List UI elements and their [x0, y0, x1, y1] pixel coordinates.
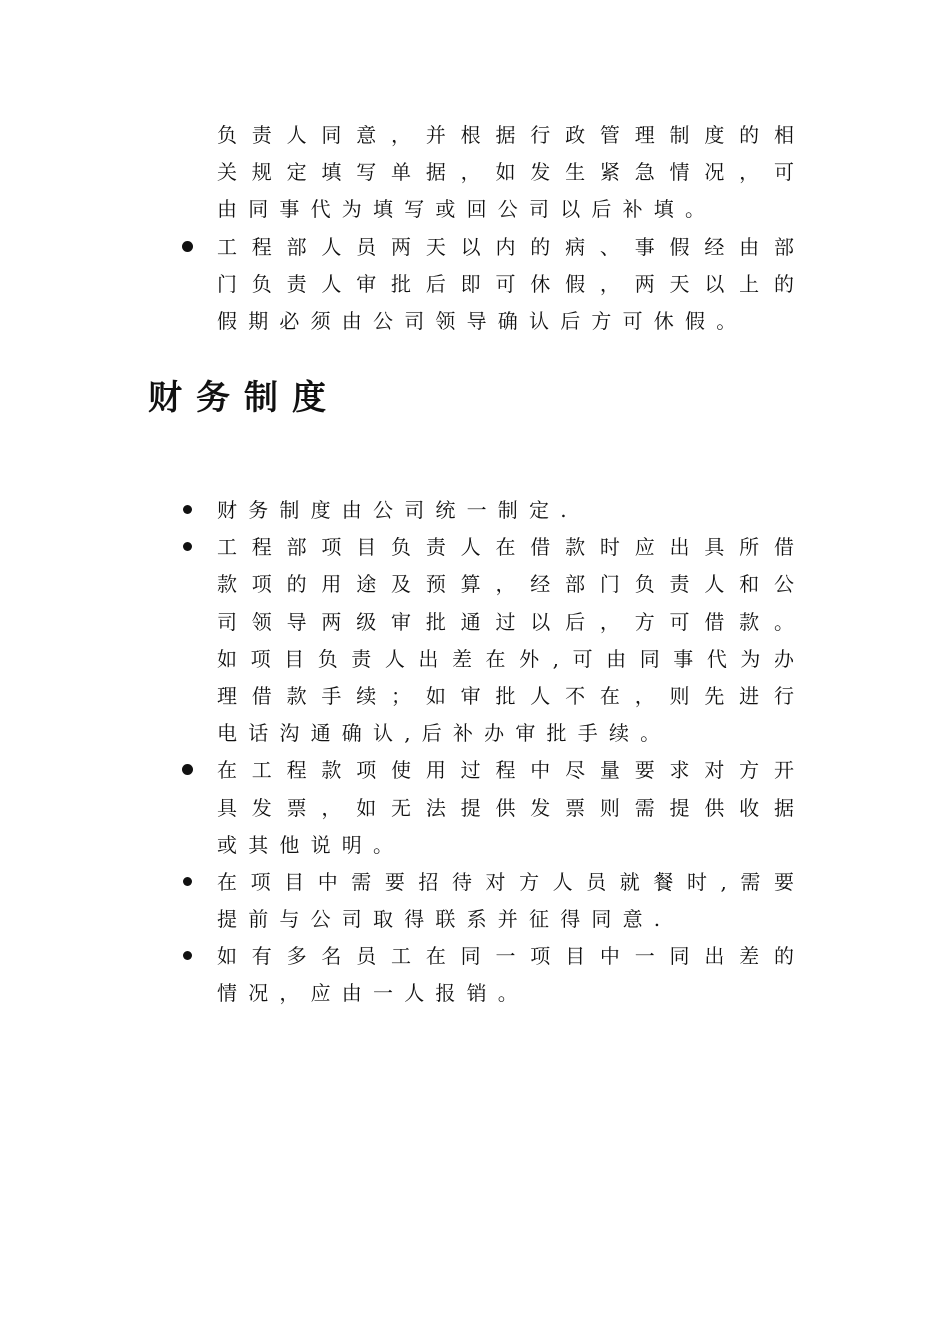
text-line: 在工程款项使用过程中尽量要求对方开 — [217, 758, 794, 783]
text-line: 款项的用途及预算，经部门负责人和公 — [217, 572, 794, 597]
section-leave-policy — [182, 117, 794, 340]
text-line: 提前与公司取得联系并征得同意. — [217, 907, 672, 932]
section-heading: 财务制度 — [148, 378, 340, 418]
list-item — [182, 529, 794, 752]
bullet-icon — [183, 877, 192, 886]
text-line: 电话沟通确认,后补办审批手续。 — [217, 721, 672, 746]
text-line: 具发票，如无法提供发票则需提供收据 — [217, 795, 794, 820]
text-line: 由同事代为填写或回公司以后补填。 — [217, 197, 717, 222]
bullet-icon — [182, 764, 193, 775]
bullet-icon — [182, 241, 193, 252]
text-line: 如项目负责人出差在外,可由同事代为办 — [217, 646, 794, 671]
text-line: 司领导两级审批通过以后，方可借款。 — [217, 609, 794, 634]
text-line: 工程部项目负责人在借款时应出具所借 — [217, 535, 794, 560]
text-line: 情况，应由一人报销。 — [217, 981, 529, 1006]
text-line: 财务制度由公司统一制定. — [217, 498, 578, 522]
text-line: 在项目中需要招待对方人员就餐时,需要 — [217, 869, 794, 894]
text-line: 工程部人员两天以内的病、事假经由部 — [217, 234, 794, 259]
list-item — [182, 938, 794, 1012]
text-line: 或其他说明。 — [217, 832, 405, 857]
bullet-icon — [183, 542, 192, 551]
text-line: 负责人同意，并根据行政管理制度的相 — [217, 123, 794, 147]
text-line: 如有多名员工在同一项目中一同出差的 — [217, 944, 794, 969]
list-item — [182, 229, 794, 341]
list-item — [182, 752, 794, 864]
bullet-icon — [183, 951, 192, 960]
bullet-icon — [183, 505, 192, 514]
section-finance-policy — [182, 492, 794, 1013]
text-line: 理借款手续；如审批人不在，则先进行 — [217, 683, 794, 708]
list-item — [182, 492, 794, 529]
text-line: 假期必须由公司领导确认后方可休假。 — [217, 308, 748, 333]
list-item — [182, 864, 794, 938]
text-line: 关规定填写单据，如发生紧急情况，可 — [217, 160, 794, 185]
text-line: 门负责人审批后即可休假，两天以上的 — [217, 271, 794, 296]
continued-paragraph — [182, 117, 794, 229]
